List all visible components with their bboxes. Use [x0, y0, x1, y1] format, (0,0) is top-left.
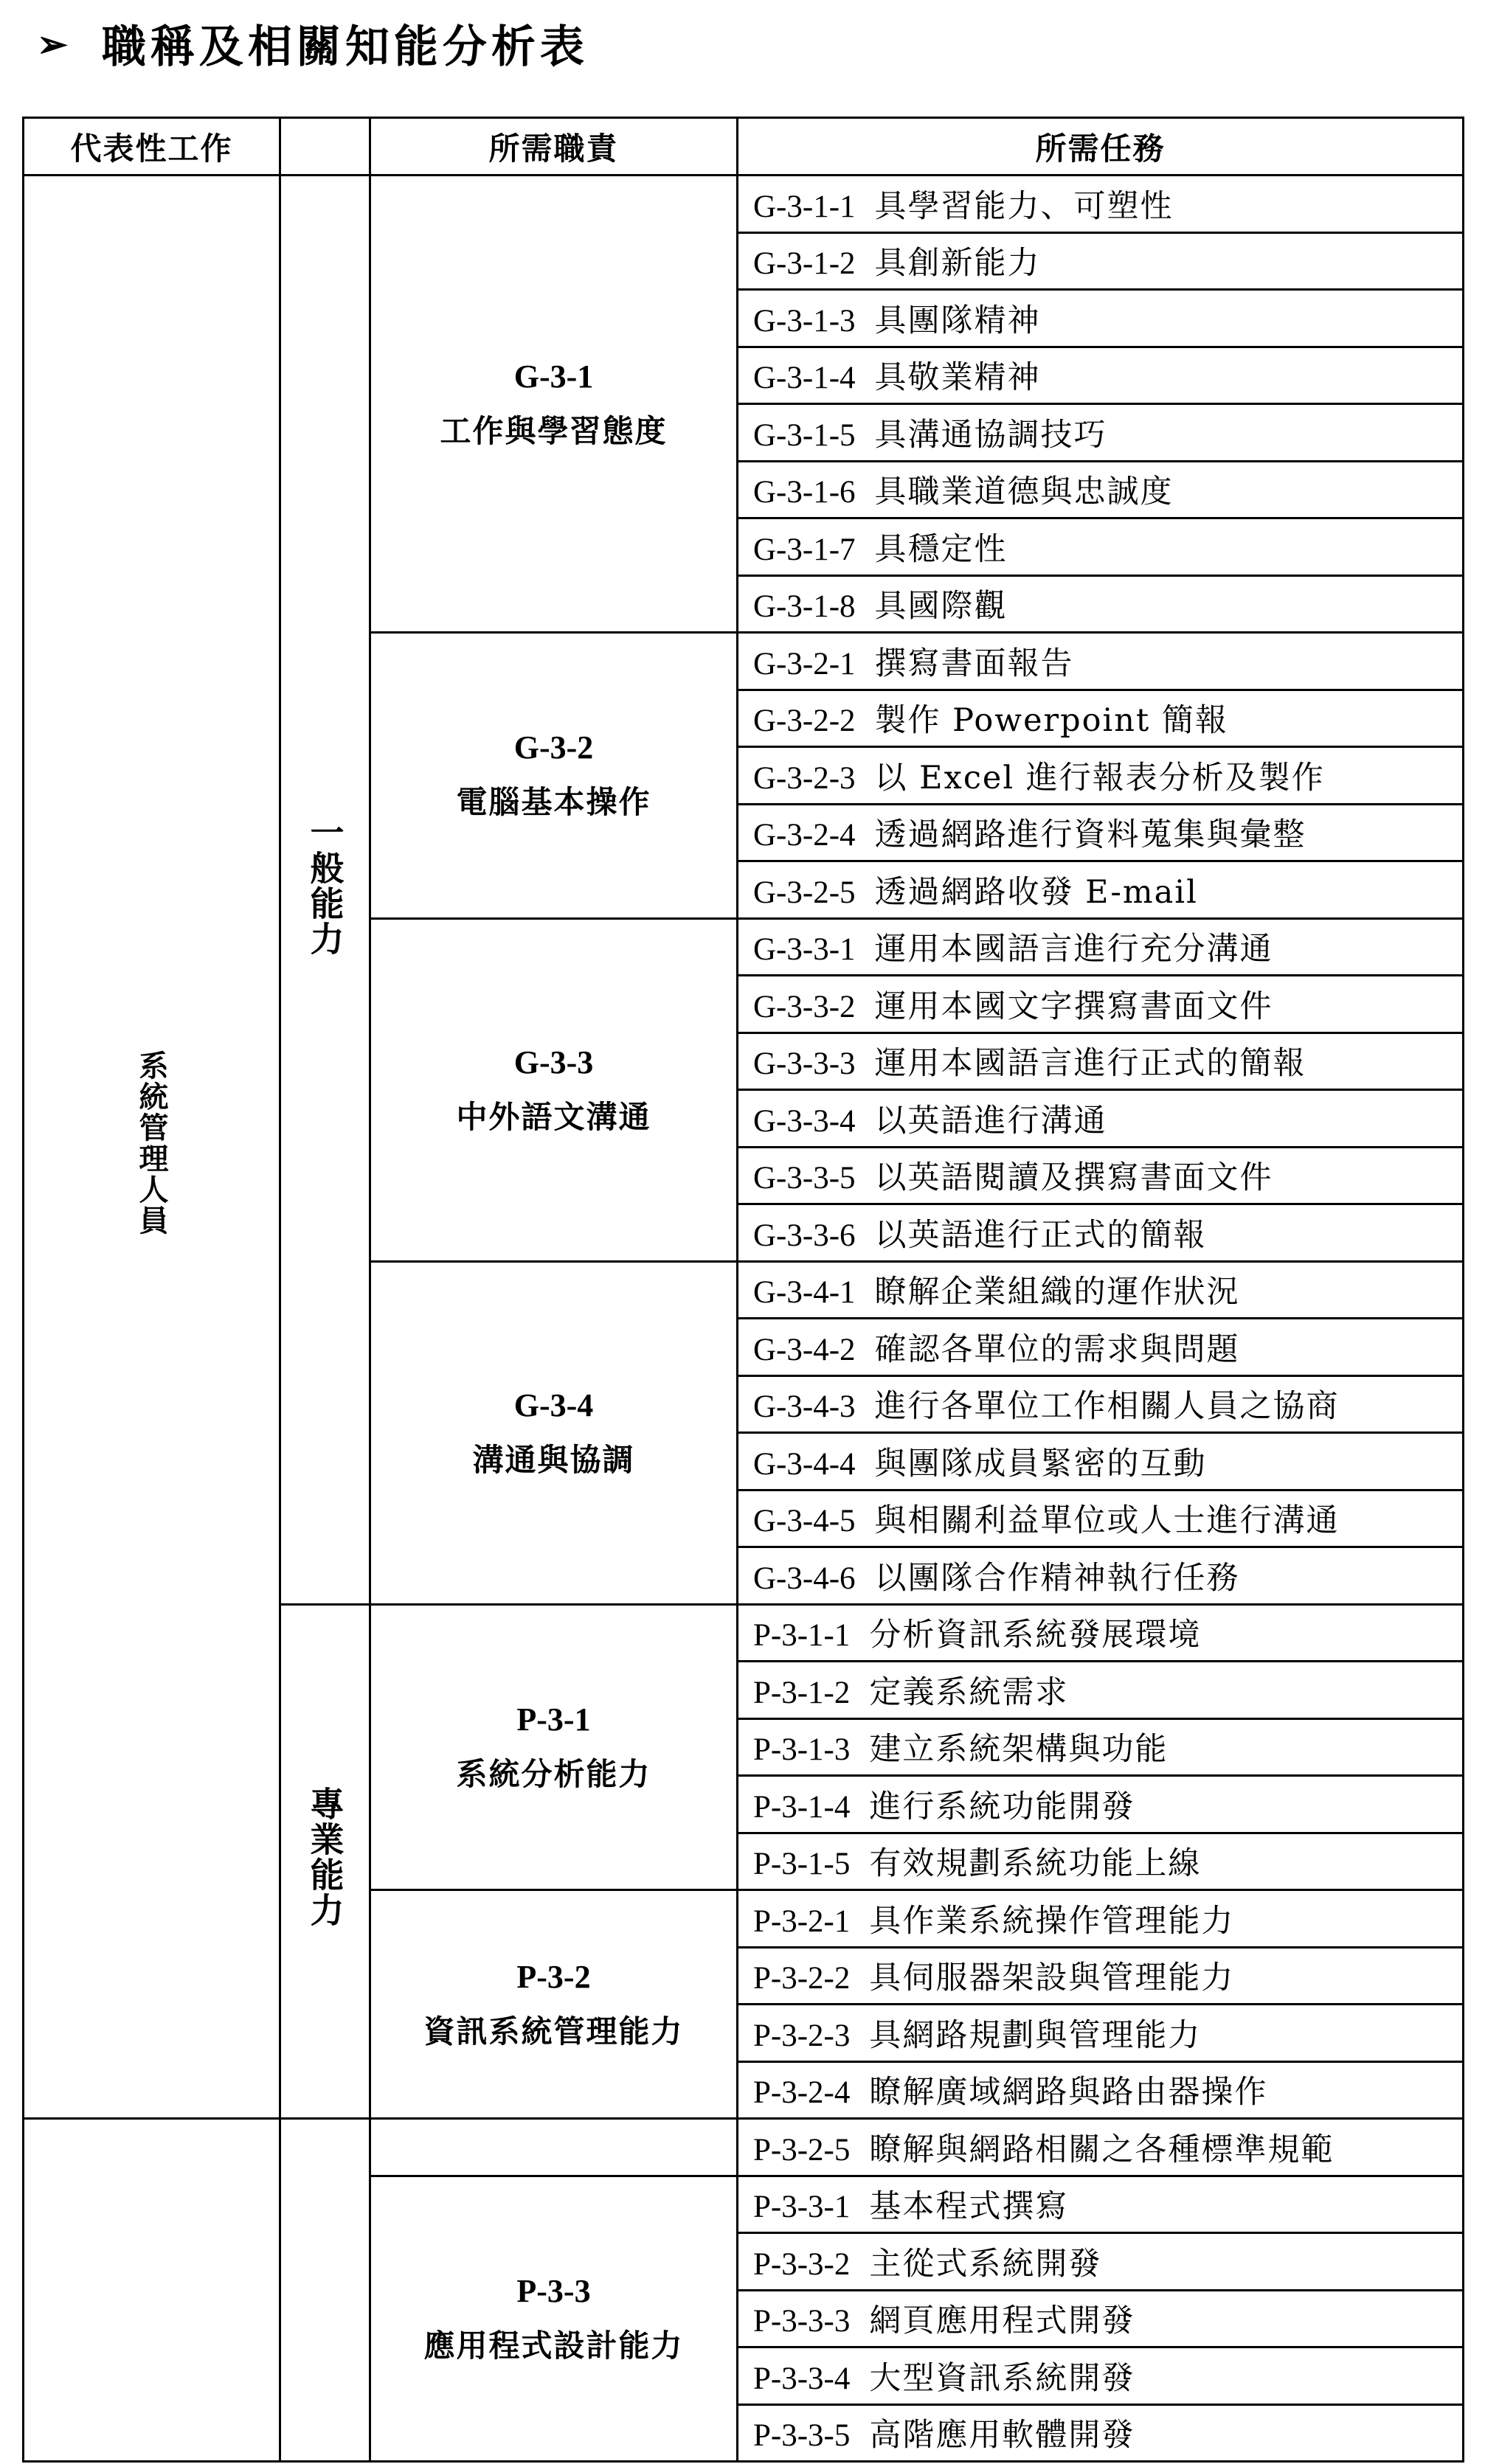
task-code: P-3-3-5 [753, 2418, 851, 2454]
task-cell [738, 918, 1464, 976]
task-text: 撰寫書面報告 [874, 645, 1074, 682]
task-text: 具國際觀 [874, 588, 1008, 625]
task-code: G-3-1-7 [753, 532, 856, 567]
task-text: 以英語進行溝通 [874, 1102, 1107, 1139]
task-code: P-3-2-3 [753, 2018, 851, 2053]
task-code: G-3-2-2 [753, 704, 856, 739]
task-text: 具穩定性 [874, 530, 1008, 568]
task-text: 製作 Powerpoint 簡報 [874, 702, 1228, 740]
task-text: 瞭解企業組織的運作狀況 [874, 1274, 1240, 1311]
task-text: 以團隊合作精神執行任務 [874, 1559, 1240, 1597]
task-cell [738, 976, 1464, 1033]
task-text: 透過網路收發 E-mail [874, 873, 1198, 911]
responsibility-code: G-3-3 [513, 1044, 594, 1080]
task-text: 分析資訊系統發展環境 [869, 1617, 1202, 1654]
responsibility-cell-continued [370, 2119, 738, 2176]
task-text: 具伺服器架設與管理能力 [869, 1960, 1235, 1997]
work-role-cell [24, 176, 280, 2119]
responsibility-cell [370, 1604, 738, 1890]
task-text: 以 Excel 進行報表分析及製作 [874, 759, 1325, 797]
task-cell [738, 633, 1464, 690]
responsibility-label: 系統分析能力 [456, 1755, 651, 1792]
task-cell [738, 2119, 1464, 2176]
task-code: G-3-3-1 [753, 932, 856, 968]
responsibility-code: P-3-2 [516, 1958, 591, 1995]
table-header-row [24, 118, 1464, 176]
task-cell [738, 1319, 1464, 1376]
task-text: 高階應用軟體開發 [869, 2417, 1135, 2454]
task-cell [738, 2061, 1464, 2119]
responsibility-cell [370, 633, 738, 919]
task-text: 透過網路進行資料蒐集與彙整 [874, 816, 1306, 854]
task-code: G-3-3-2 [753, 989, 856, 1024]
task-code: P-3-2-1 [753, 1903, 851, 1939]
task-cell [738, 347, 1464, 404]
task-cell [738, 690, 1464, 747]
competency-analysis-table [22, 117, 1464, 2463]
task-text: 進行系統功能開發 [869, 1788, 1135, 1825]
responsibility-label: 工作與學習態度 [440, 412, 668, 449]
task-cell [738, 1890, 1464, 1948]
task-cell [738, 2290, 1464, 2347]
task-cell [738, 1947, 1464, 2005]
task-code: G-3-3-6 [753, 1218, 856, 1253]
task-text: 大型資訊系統開發 [869, 2359, 1135, 2397]
responsibility-cell [370, 918, 738, 1261]
task-text: 具團隊精神 [874, 302, 1041, 339]
task-cell [738, 461, 1464, 518]
responsibility-code: G-3-4 [513, 1387, 594, 1423]
task-cell [738, 2347, 1464, 2405]
task-code: G-3-2-4 [753, 818, 856, 853]
responsibility-cell [370, 1890, 738, 2119]
task-cell [738, 1033, 1464, 1090]
task-cell [738, 1718, 1464, 1776]
responsibility-label: 資訊系統管理能力 [423, 2013, 684, 2050]
task-cell [738, 2404, 1464, 2462]
responsibility-label: 電腦基本操作 [456, 784, 651, 821]
task-code: G-3-4-6 [753, 1561, 856, 1596]
task-text: 有效規劃系統功能上線 [869, 1845, 1202, 1883]
responsibility-label: 中外語文溝通 [456, 1098, 651, 1135]
task-code: P-3-1-1 [753, 1618, 851, 1653]
task-code: P-3-1-2 [753, 1675, 851, 1710]
task-cell [738, 804, 1464, 861]
task-code: G-3-4-2 [753, 1332, 856, 1367]
task-code: P-3-3-2 [753, 2246, 851, 2282]
task-code: P-3-1-4 [753, 1789, 851, 1825]
task-cell [738, 1204, 1464, 1262]
task-text: 與相關利益單位或人士進行溝通 [874, 1502, 1340, 1540]
responsibility-code: G-3-2 [513, 729, 594, 766]
task-text: 具作業系統操作管理能力 [869, 1902, 1235, 1940]
task-code: G-3-4-5 [753, 1504, 856, 1539]
task-cell [738, 1547, 1464, 1605]
task-cell [738, 1662, 1464, 1719]
column-header-task: 所需任務 [738, 118, 1464, 176]
task-cell [738, 1147, 1464, 1204]
task-cell [738, 1433, 1464, 1490]
task-code: G-3-1-3 [753, 303, 856, 339]
responsibility-label: 應用程式設計能力 [423, 2327, 684, 2364]
task-cell [738, 2176, 1464, 2233]
task-code: G-3-2-5 [753, 875, 856, 910]
task-code: G-3-1-4 [753, 361, 856, 396]
task-code: G-3-3-4 [753, 1103, 856, 1139]
category-cell-professional-continued [280, 2119, 370, 2462]
category-label-professional: 專業能力 [305, 1786, 345, 1929]
task-cell [738, 1776, 1464, 1833]
task-text: 建立系統架構與功能 [869, 1731, 1169, 1769]
task-text: 確認各單位的需求與問題 [874, 1330, 1240, 1368]
task-text: 以英語進行正式的簡報 [874, 1216, 1207, 1254]
responsibility-cell [370, 176, 738, 633]
task-text: 運用本國文字撰寫書面文件 [874, 988, 1273, 1025]
task-text: 定義系統需求 [869, 1673, 1069, 1711]
task-code: G-3-1-5 [753, 417, 856, 453]
task-code: P-3-3-3 [753, 2304, 851, 2339]
category-cell-general [280, 176, 370, 1605]
task-text: 主從式系統開發 [869, 2245, 1102, 2283]
task-text: 具網路規劃與管理能力 [869, 2016, 1202, 2054]
responsibility-code: G-3-1 [513, 358, 594, 395]
column-header-responsibility: 所需職責 [370, 118, 738, 176]
task-text: 瞭解與網路相關之各種標準規範 [869, 2131, 1335, 2168]
task-code: G-3-4-1 [753, 1275, 856, 1311]
task-code: P-3-3-1 [753, 2190, 851, 2225]
column-header-work: 代表性工作 [24, 118, 280, 176]
task-code: P-3-2-2 [753, 1961, 851, 1996]
task-text: 具職業道德與忠誠度 [874, 473, 1174, 511]
task-cell [738, 1090, 1464, 1148]
task-code: P-3-3-4 [753, 2361, 851, 2396]
responsibility-cell [370, 2176, 738, 2462]
task-text: 基本程式撰寫 [869, 2188, 1069, 2226]
task-text: 進行各單位工作相關人員之協商 [874, 1388, 1340, 1426]
page-heading [37, 10, 589, 77]
task-text: 具創新能力 [874, 245, 1041, 282]
task-code: G-3-2-3 [753, 760, 856, 796]
table-row [24, 176, 1464, 233]
task-cell [738, 861, 1464, 919]
task-code: P-3-1-5 [753, 1847, 851, 1882]
task-cell [738, 1490, 1464, 1547]
task-text: 與團隊成員緊密的互動 [874, 1445, 1207, 1482]
task-cell [738, 575, 1464, 633]
task-cell [738, 176, 1464, 233]
responsibility-cell [370, 1261, 738, 1604]
responsibility-code: P-3-3 [516, 2272, 591, 2309]
task-code: P-3-2-5 [753, 2132, 851, 2168]
task-cell [738, 518, 1464, 576]
task-code: G-3-1-1 [753, 189, 856, 224]
task-code: P-3-2-4 [753, 2075, 851, 2111]
task-cell [738, 1833, 1464, 1890]
task-text: 運用本國語言進行正式的簡報 [874, 1045, 1306, 1083]
task-text: 具溝通協調技巧 [874, 416, 1107, 454]
page-title: 職稱及相關知能分析表 [101, 21, 589, 73]
task-cell [738, 404, 1464, 462]
category-cell-professional [280, 1604, 370, 2119]
category-label-general: 一般能力 [305, 814, 345, 957]
table-row [24, 2119, 1464, 2176]
task-cell [738, 232, 1464, 290]
task-code: G-3-2-1 [753, 646, 856, 681]
task-cell [738, 1375, 1464, 1433]
task-code: G-3-4-3 [753, 1389, 856, 1425]
task-code: G-3-3-3 [753, 1047, 856, 1082]
work-role-cell-continued [24, 2119, 280, 2462]
task-text: 網頁應用程式開發 [869, 2302, 1135, 2340]
responsibility-code: P-3-1 [516, 1701, 591, 1738]
task-text: 具敬業精神 [874, 359, 1041, 397]
arrow-bullet-icon: ➢ [37, 21, 72, 66]
task-code: P-3-1-3 [753, 1732, 851, 1768]
task-cell [738, 747, 1464, 805]
task-text: 具學習能力、可塑性 [874, 187, 1174, 225]
task-cell [738, 1604, 1464, 1662]
task-text: 運用本國語言進行充分溝通 [874, 931, 1273, 968]
responsibility-label: 溝通與協調 [472, 1441, 635, 1478]
task-cell [738, 1261, 1464, 1319]
task-cell [738, 2005, 1464, 2062]
task-code: G-3-4-4 [753, 1446, 856, 1482]
task-code: G-3-1-6 [753, 475, 856, 510]
task-cell [738, 2233, 1464, 2291]
task-code: G-3-3-5 [753, 1161, 856, 1196]
task-text: 瞭解廣域網路與路由器操作 [869, 2074, 1268, 2111]
column-header-category [280, 118, 370, 176]
task-code: G-3-1-8 [753, 589, 856, 625]
task-text: 以英語閱讀及撰寫書面文件 [874, 1159, 1273, 1197]
task-code: G-3-1-2 [753, 246, 856, 282]
work-role-label: 系統管理人員 [134, 1049, 169, 1236]
task-cell [738, 290, 1464, 347]
